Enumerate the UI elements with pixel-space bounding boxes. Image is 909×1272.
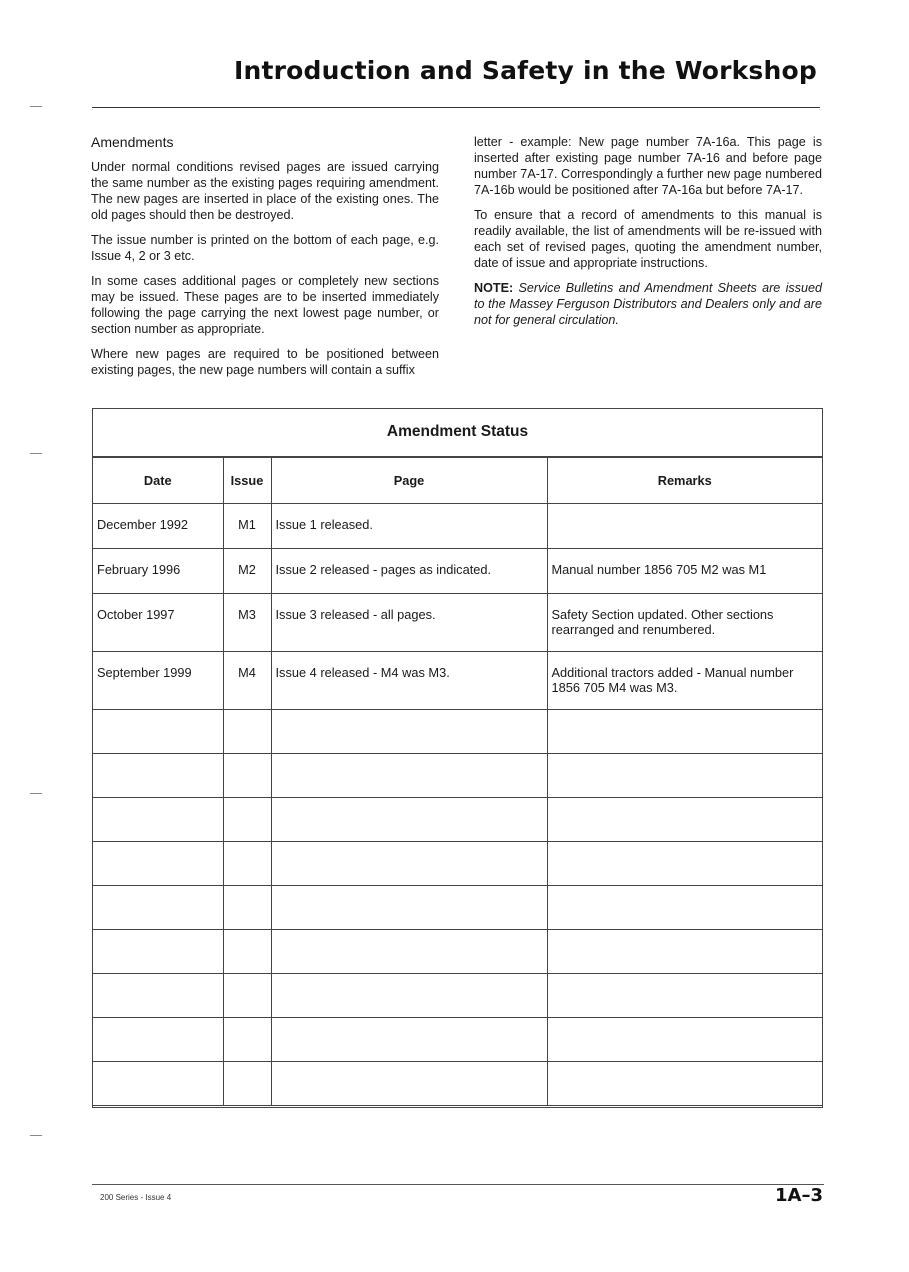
amendment-status-table (92, 408, 823, 1108)
page-cell (271, 652, 547, 710)
page-text: Issue 1 released. (275, 517, 373, 532)
issue-cell (223, 504, 271, 549)
empty-row (93, 798, 822, 842)
page-text: Issue 4 released - M4 was M3. (275, 665, 450, 680)
amendments-column-right (474, 134, 822, 337)
table-row (93, 549, 822, 594)
amendments-heading: Amendments (91, 134, 174, 150)
header-rule (92, 107, 820, 108)
table-row (93, 652, 822, 710)
note-text: Service Bulletins and Amendment Sheets are issued to the Massey Ferguson Distributors and Dealers only and are not for general circulation. (474, 281, 822, 327)
issue-text: M2 (238, 562, 256, 577)
page-text: Issue 3 released - all pages. (275, 607, 436, 622)
amendment-grid (93, 457, 822, 1106)
date-cell (93, 594, 223, 652)
amendments-paragraph: letter - example: New page number 7A-16a. This page is inserted after existing page number 7A-16 and before page number 7A-17. Correspondingly a further new page numbered 7A-16b would be positioned after 7A-16a but before 7A-17. (474, 135, 822, 197)
remarks-text (548, 504, 823, 517)
column-header-page: Page (271, 458, 547, 504)
footer-rule (92, 1184, 824, 1185)
remarks-cell (547, 504, 822, 549)
date-cell (93, 504, 223, 549)
note-label: NOTE: (474, 281, 514, 295)
page-title: Introduction and Safety in the Workshop (233, 56, 817, 85)
date-cell (93, 652, 223, 710)
page-cell (271, 549, 547, 594)
header-row (93, 458, 822, 504)
page-cell (271, 504, 547, 549)
issue-text: M3 (238, 607, 256, 622)
remarks-cell (547, 652, 822, 710)
amendments-column-left (91, 134, 439, 387)
remarks-text: Manual number 1856 705 M2 was M1 (551, 562, 767, 577)
amendment-status-title: Amendment Status (93, 409, 822, 457)
empty-row (93, 886, 822, 930)
date-text: September 1999 (97, 665, 192, 680)
empty-row (93, 974, 822, 1018)
margin-mark (30, 1135, 42, 1136)
page-number: 1A–3 (775, 1185, 823, 1206)
column-header-remarks: Remarks (547, 458, 822, 504)
issue-cell (223, 594, 271, 652)
empty-row (93, 754, 822, 798)
amendments-paragraph: To ensure that a record of amendments to this manual is readily available, the list of amendments will be re-issued with each set of revised pages, quoting the amendment number, date of issue and appropriate instructions. (474, 208, 822, 270)
margin-mark (30, 106, 42, 107)
remarks-cell (547, 594, 822, 652)
date-text: October 1997 (97, 607, 175, 622)
table-row (93, 594, 822, 652)
amendments-paragraph: Where new pages are required to be positioned between existing pages, the new page numbers will contain a suffix (91, 347, 439, 377)
issue-text: M4 (238, 665, 256, 680)
empty-row (93, 930, 822, 974)
remarks-text: Safety Section updated. Other sections rearranged and renumbered. (551, 607, 774, 637)
column-header-issue: Issue (223, 458, 271, 504)
issue-text: M1 (238, 517, 256, 532)
table-row (93, 504, 822, 549)
page-cell (271, 594, 547, 652)
amendments-paragraph: Under normal conditions revised pages are issued carrying the same number as the existing pages requiring amendment. The new pages are inserted in place of the existing ones. The old pages should then be destroyed. (91, 160, 439, 222)
margin-mark (30, 793, 42, 794)
date-cell (93, 549, 223, 594)
remarks-cell (547, 549, 822, 594)
empty-row (93, 710, 822, 754)
column-header-date: Date (93, 458, 223, 504)
issue-cell (223, 549, 271, 594)
date-text: February 1996 (97, 562, 181, 577)
margin-mark (30, 453, 42, 454)
empty-row (93, 1062, 822, 1106)
amendments-paragraph: In some cases additional pages or completely new sections may be issued. These pages are to be inserted immediately following the page carrying the next lowest page number, or section number as appropriate. (91, 274, 439, 336)
remarks-text: Additional tractors added - Manual number 1856 705 M4 was M3. (551, 665, 794, 695)
page-text: Issue 2 released - pages as indicated. (275, 562, 492, 577)
issue-cell (223, 652, 271, 710)
amendments-paragraph: The issue number is printed on the bottom of each page, e.g. Issue 4, 2 or 3 etc. (91, 233, 439, 263)
date-text: December 1992 (97, 517, 189, 532)
footer-series: 200 Series - Issue 4 (100, 1193, 172, 1202)
note-paragraph (474, 280, 822, 328)
empty-row (93, 1018, 822, 1062)
empty-row (93, 842, 822, 886)
